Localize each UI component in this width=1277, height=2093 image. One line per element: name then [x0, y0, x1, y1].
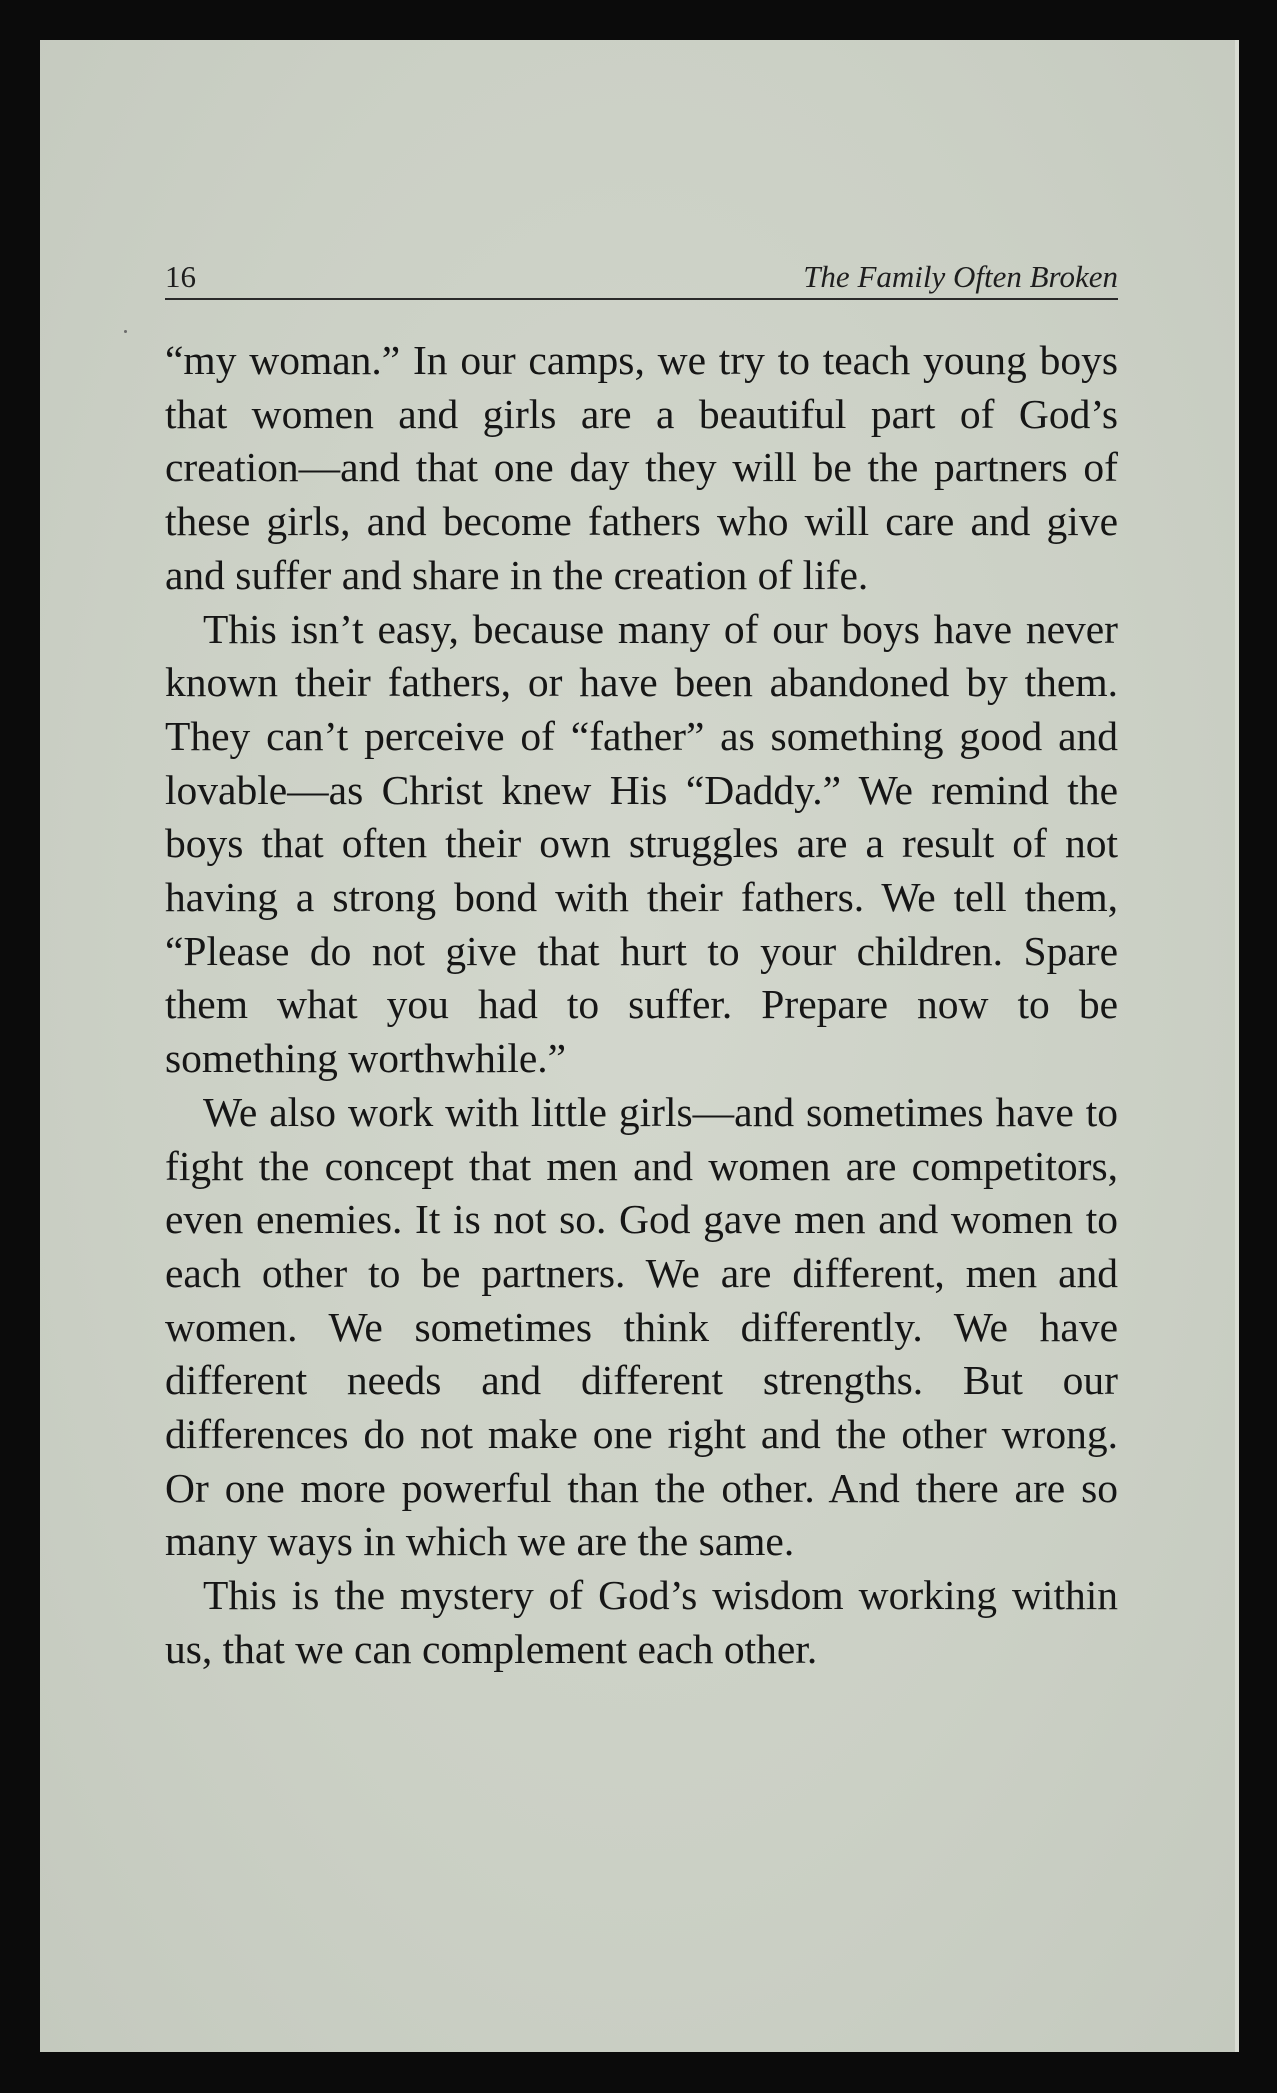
paragraph-1: “my woman.” In our camps, we try to teach young boys that women and girls are a beautiful part of God’s creation—and that one day they will be the partners of these girls, and become fathers who will care and give and suffer and share in the creation of life. [165, 337, 1118, 598]
chapter-title: The Family Often Broken [803, 259, 1118, 294]
body-text [165, 334, 1118, 1677]
scan-speck [124, 330, 127, 333]
page-number: 16 [165, 259, 196, 294]
paragraph-4: This is the mystery of God’s wisdom working within us, that we can complement each other. [165, 1572, 1118, 1672]
running-header [165, 256, 1118, 300]
paragraph-3: We also work with little girls—and sometimes have to fight the concept that men and women are competitors, even enemies. It is not so. God gave men and women to each other to be partners. We are different, men and women. We sometimes think differently. We have different needs and different strengths. But our differences do not make one right and the other wrong. Or one more powerful than the other. And there are so many ways in which we are the same. [165, 1088, 1118, 1565]
paragraph-2: This isn’t easy, because many of our boys have never known their fathers, or have been abandoned by them. They can’t perceive of “father” as something good and lovable—as Christ knew His “Daddy.” We remind the boys that often their own struggles are a result of not having a strong bond with their fathers. We tell them, “Please do not give that hurt to your children. Spare them what you had to suffer. Prepare now to be something worthwhile.” [165, 605, 1118, 1082]
